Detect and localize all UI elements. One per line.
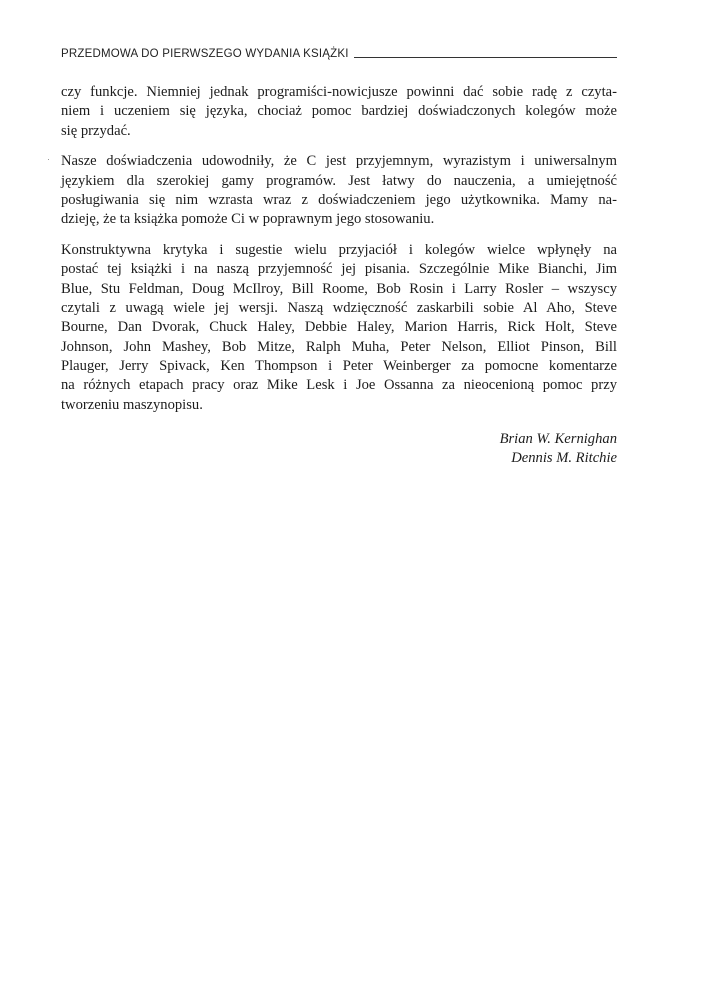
text-line: Konstruktywna krytyka i sugestie wielu przyjaciół i kolegów wielce wpłynęły na xyxy=(61,241,617,258)
author-signature: Brian W. Kernighan xyxy=(499,431,617,447)
text-line: niem i uczeniem się języka, chociaż pomoc bardziej doświadczonych kolegów może xyxy=(61,103,617,120)
text-line: posługiwania się nim wzrasta wraz z doświadczeniem jego użytkownika. Mamy na- xyxy=(61,191,617,208)
text-line: Johnson, John Mashey, Bob Mitze, Ralph Muha, Peter Nelson, Elliot Pinson, Bill xyxy=(61,338,617,355)
scan-speck xyxy=(48,159,49,160)
signature-block xyxy=(61,430,617,469)
text-line: na różnych etapach pracy oraz Mike Lesk i Joe Ossanna za nieocenioną pomoc przy xyxy=(61,377,617,394)
text-line: czy funkcje. Niemniej jednak programiści-nowicjusze powinni dać sobie radę z czyta- xyxy=(61,84,617,100)
text-line: Bourne, Dan Dvorak, Chuck Haley, Debbie Haley, Marion Harris, Rick Holt, Steve xyxy=(61,319,617,336)
text-line: czytali z uwagą wiele jej wersji. Naszą wdzięczność zaskarbili sobie Al Aho, Steve xyxy=(61,299,617,316)
text-line: się przydać. xyxy=(61,122,131,139)
author-signature: Dennis M. Ritchie xyxy=(511,450,617,467)
text-line: Blue, Stu Feldman, Doug McIlroy, Bill Roome, Bob Rosin i Larry Rosler – wszyscy xyxy=(61,280,617,297)
running-header xyxy=(61,47,617,61)
text-line: dzieję, że ta książka pomoże Ci w poprawnym jego stosowaniu. xyxy=(61,211,435,228)
text-line: językiem dla szerokiej gamy programów. Jest łatwy do nauczenia, a umiejętność xyxy=(61,172,617,189)
body-text xyxy=(61,83,617,426)
text-line: postać tej książki i na naszą przyjemność jej pisania. Szczególnie Mike Bianchi, Jim xyxy=(61,261,617,278)
text-line: Plauger, Jerry Spivack, Ken Thompson i Peter Weinberger za pomocne komentarze xyxy=(61,358,617,375)
text-line: tworzeniu maszynopisu. xyxy=(61,396,203,413)
paragraph-1 xyxy=(61,83,617,141)
header-rule xyxy=(354,57,617,58)
paragraph-3 xyxy=(61,241,617,416)
text-line: Nasze doświadczenia udowodniły, że C jest przyjemnym, wyrazistym i uniwersalnym xyxy=(61,153,617,170)
paragraph-2 xyxy=(61,152,617,230)
header-title: PRZEDMOWA DO PIERWSZEGO WYDANIA KSIĄŻKI xyxy=(61,48,349,60)
